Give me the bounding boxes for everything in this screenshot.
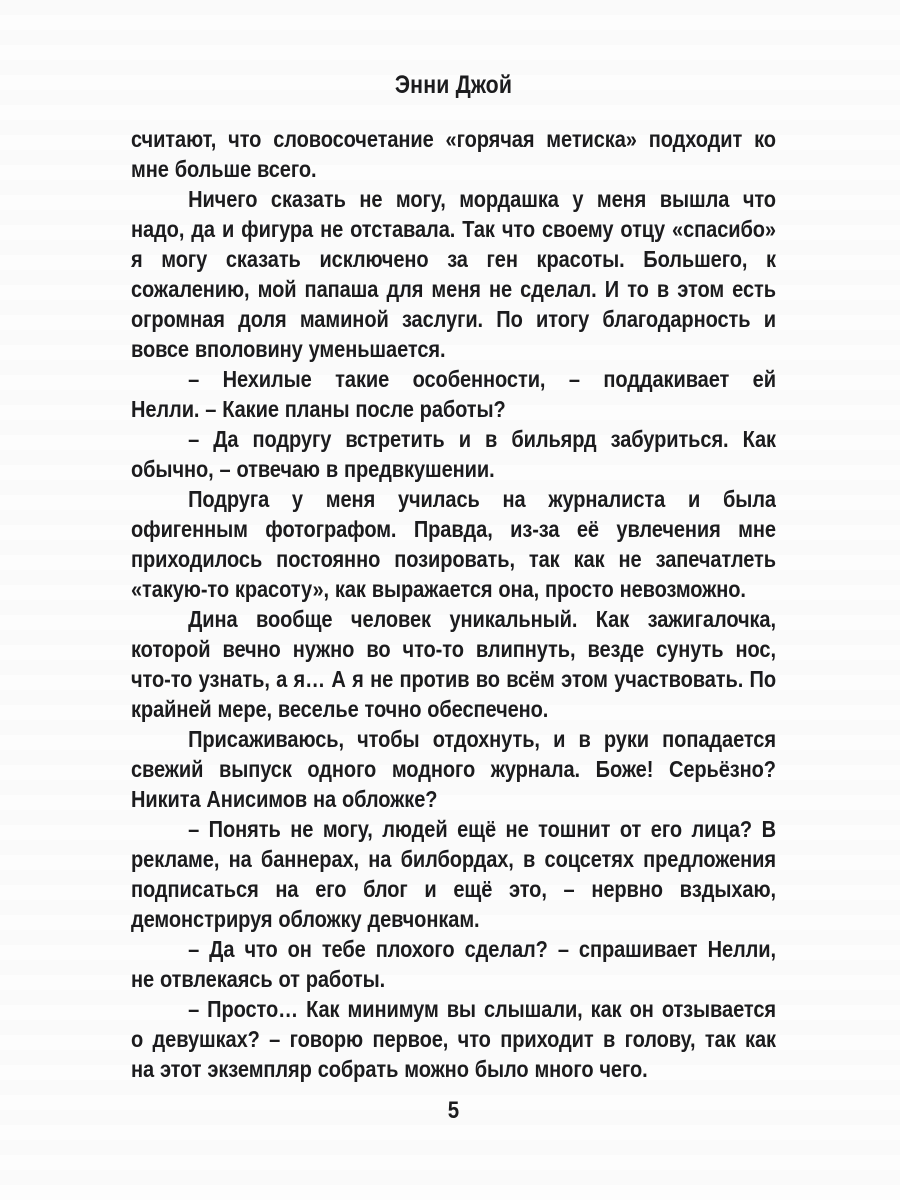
text-line: которой вечно нужно во что-то влипнуть, везде сунуть нос, — [131, 636, 776, 662]
text-line: Присаживаюсь, чтобы отдохнуть, и в руки попадается — [188, 726, 776, 752]
text-line: я могу сказать исключено за ген красоты. Большего, к — [131, 246, 776, 272]
text-line: Ничего сказать не могу, мордашка у меня вышла что — [188, 186, 776, 212]
text-line: на этот экземпляр собрать можно было много чего. — [131, 1056, 648, 1082]
text-line: – Да подругу встретить и в бильярд забуриться. Как — [188, 426, 776, 452]
text-line: – Да что он тебе плохого сделал? – спрашивает Нелли, — [188, 936, 776, 962]
text-line: вовсе вполовину уменьшается. — [131, 336, 446, 362]
text-line: огромная доля маминой заслуги. По итогу благодарность и — [131, 306, 776, 332]
running-header-author: Энни Джой — [394, 71, 513, 99]
body-text — [131, 124, 776, 1084]
text-line: Никита Анисимов на обложке? — [131, 786, 438, 812]
text-line: – Просто… Как минимум вы слышали, как он отзывается — [188, 996, 776, 1022]
text-line: Подруга у меня училась на журналиста и была — [188, 486, 776, 512]
text-line: Нелли. – Какие планы после работы? — [131, 396, 506, 422]
text-line: о девушках? – говорю первое, что приходит в голову, так как — [131, 1026, 776, 1052]
text-line: крайней мере, веселье точно обеспечено. — [131, 696, 549, 722]
text-line: что-то узнать, а я… А я не против во всём этом участвовать. По — [131, 666, 776, 692]
text-line: – Нехилые такие особенности, – поддакивает ей — [188, 366, 776, 392]
text-line: рекламе, на баннерах, на билбордах, в соцсетях предложения — [131, 846, 776, 872]
text-line: мне больше всего. — [131, 156, 317, 182]
text-line: Дина вообще человек уникальный. Как зажигалочка, — [188, 606, 776, 632]
text-line: демонстрируя обложку девчонкам. — [131, 906, 480, 932]
text-line: свежий выпуск одного модного журнала. Боже! Серьёзно? — [131, 756, 776, 782]
text-line: – Понять не могу, людей ещё не тошнит от его лица? В — [188, 816, 776, 842]
text-line: сожалению, мой папаша для меня не сделал. И то в этом есть — [131, 276, 776, 302]
text-line: считают, что словосочетание «горячая метиска» подходит ко — [131, 126, 776, 152]
text-line: офигенным фотографом. Правда, из-за её увлечения мне — [131, 516, 776, 542]
text-line: обычно, – отвечаю в предвкушении. — [131, 456, 495, 482]
page-number: 5 — [447, 1097, 460, 1124]
text-line: «такую-то красоту», как выражается она, просто невозможно. — [131, 576, 746, 602]
text-line: приходилось постоянно позировать, так как не запечатлеть — [131, 546, 776, 572]
page-content — [131, 70, 776, 1125]
text-line: надо, да и фигура не отставала. Так что своему отцу «спасибо» — [131, 216, 776, 242]
text-line: не отвлекаясь от работы. — [131, 966, 386, 992]
text-line: подписаться на его блог и ещё это, – нервно вздыхаю, — [131, 876, 776, 902]
